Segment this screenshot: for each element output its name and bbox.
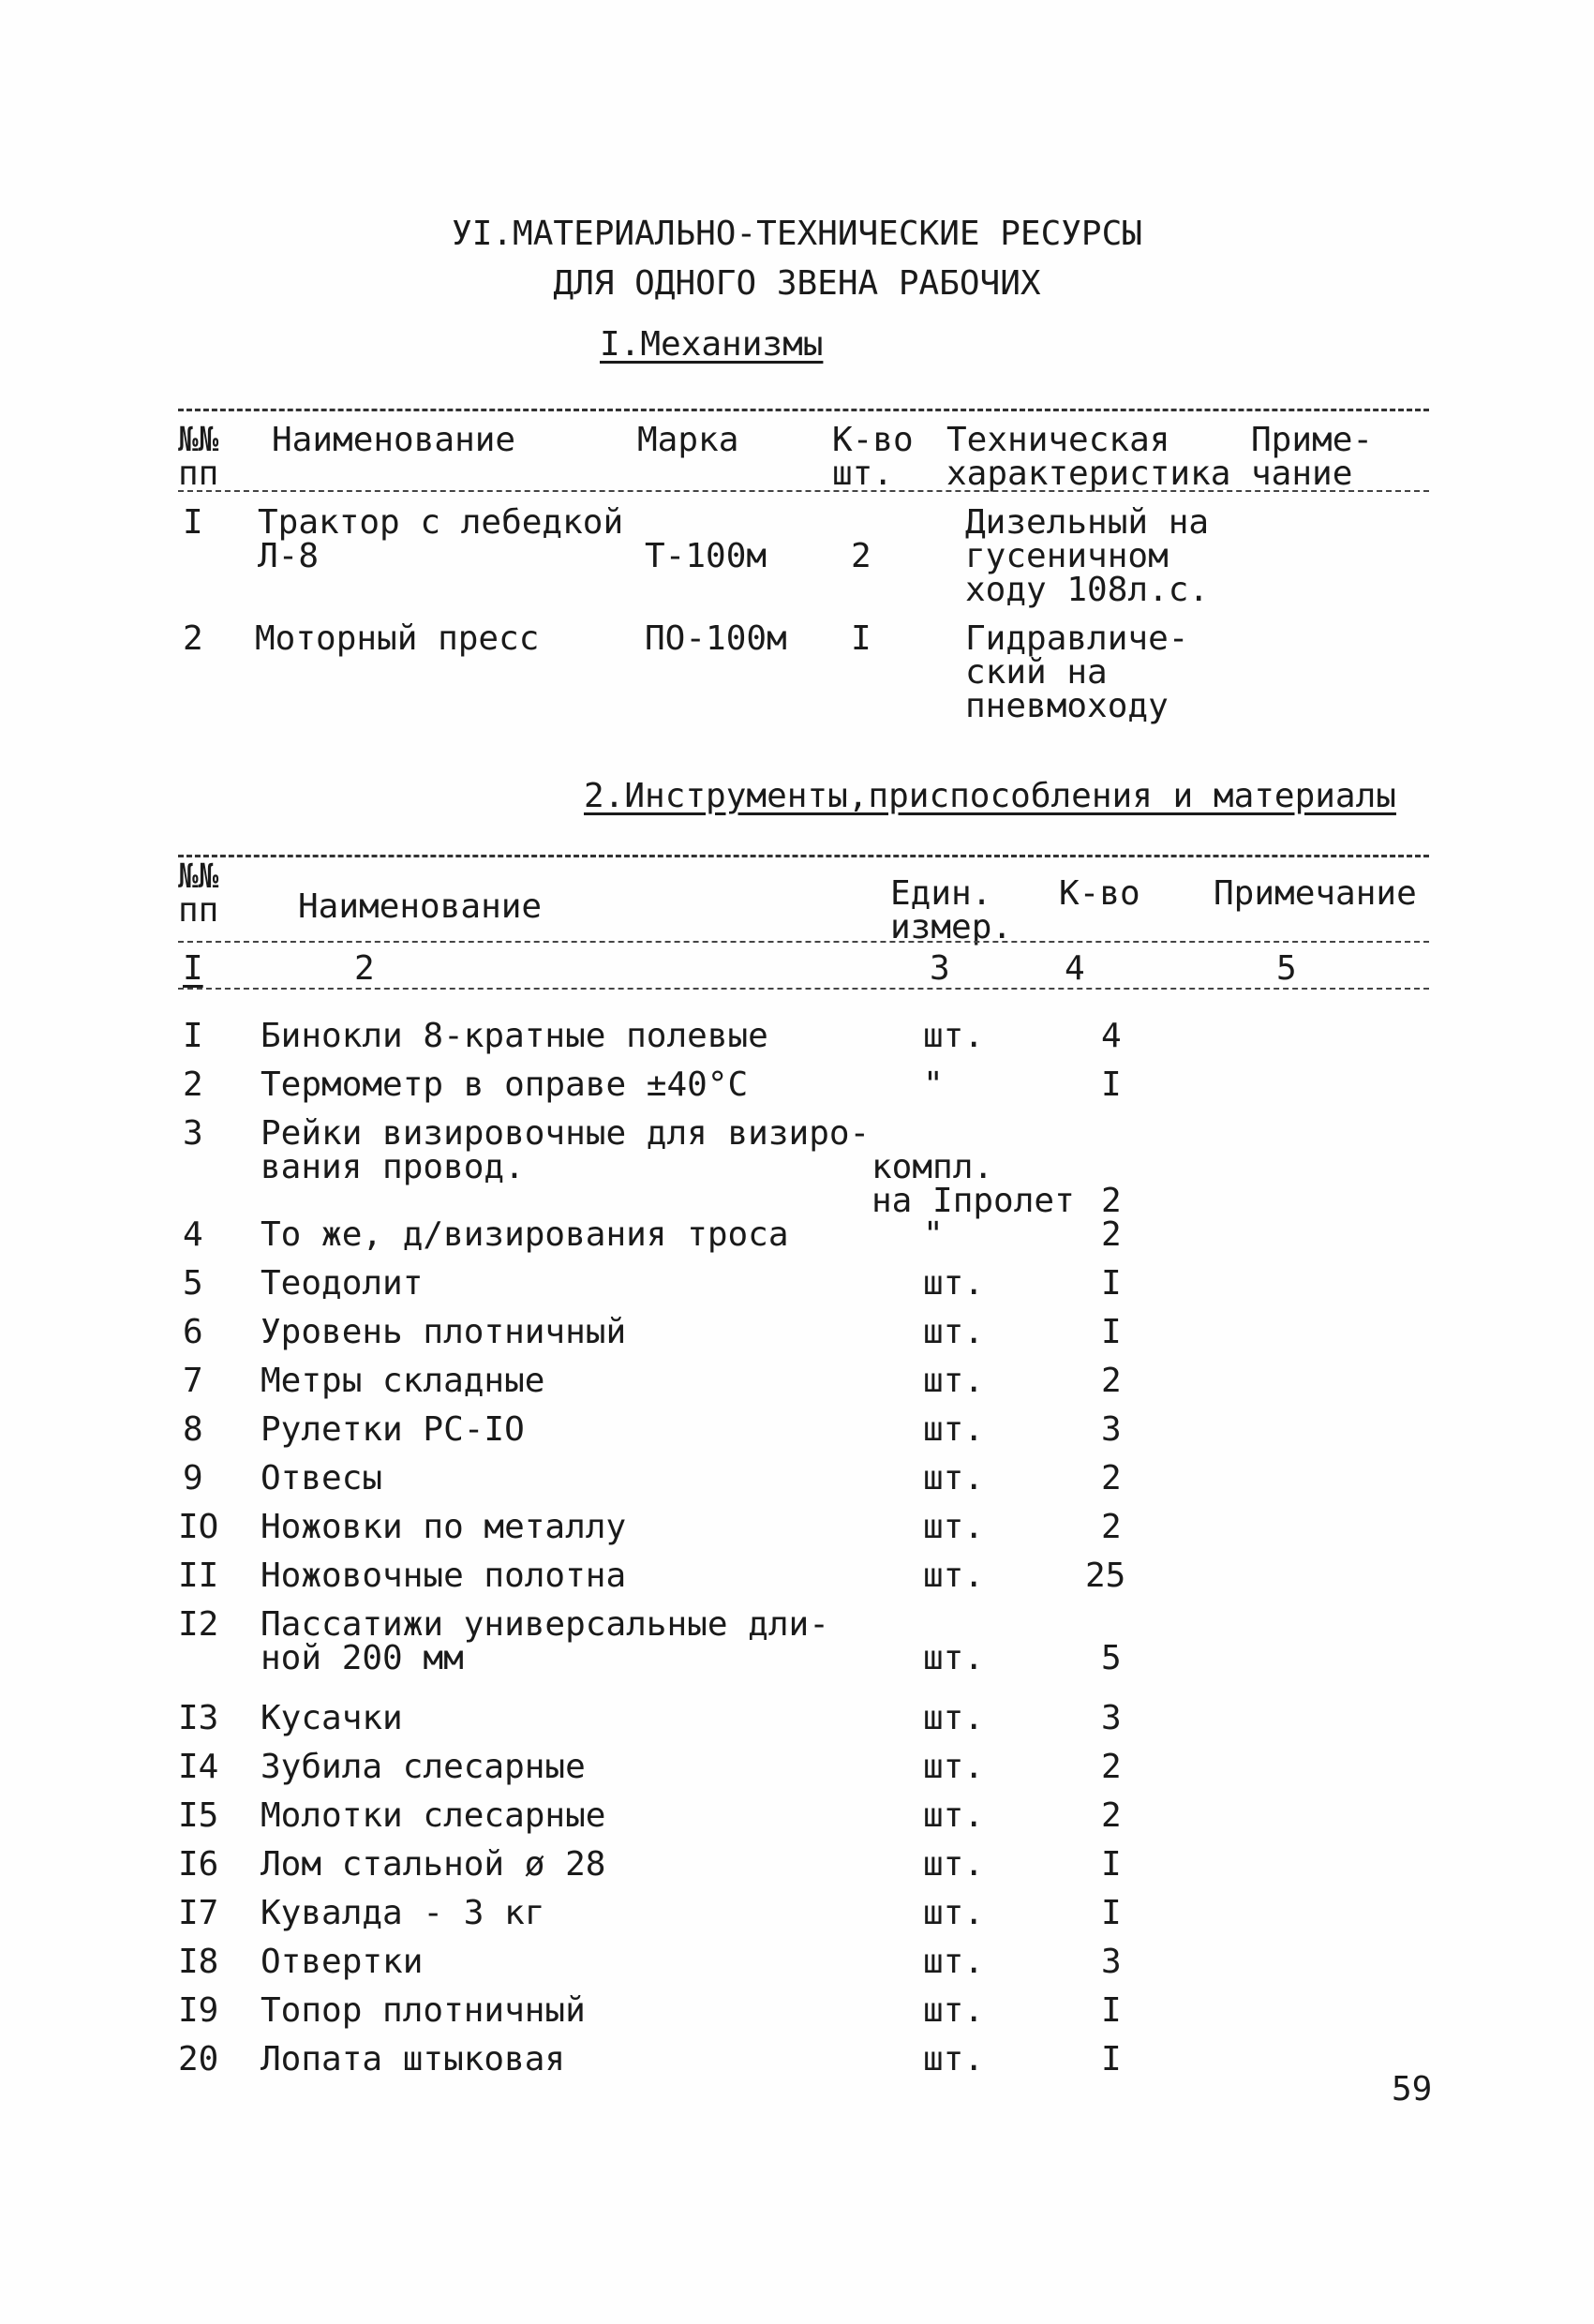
- table2-header-qty: К-во: [1059, 874, 1140, 913]
- table2-cell-unit: шт.: [923, 1017, 985, 1055]
- table2-cell-name: Пассатижи универсальные дли- ной 200 мм: [261, 1605, 829, 1677]
- table2-cell-unit: шт.: [923, 1362, 985, 1400]
- table1-cell-spec: Дизельный на гусеничном ходу 108л.с.: [965, 503, 1210, 609]
- table2-header-rule: [178, 941, 1429, 943]
- table1-cell-brand: Т-100м: [645, 537, 767, 575]
- table1-cell-brand: ПО-100м: [645, 619, 787, 658]
- table2-cell-num: I4: [178, 1748, 219, 1786]
- table1-cell-name: Моторный пресс: [255, 619, 540, 658]
- table2-cell-name: Кусачки: [261, 1699, 403, 1737]
- section2-title: [584, 777, 1396, 815]
- table2-cell-unit: компл. на Iпролет: [871, 1148, 1075, 1220]
- table2-header-num: №№ пп: [178, 857, 219, 930]
- table2-cell-qty: 2: [1101, 1362, 1122, 1400]
- table2-cell-name: Уровень плотничный: [261, 1313, 627, 1351]
- table2-cell-qty: 2: [1101, 1748, 1122, 1786]
- table2-cell-name: Лопата штыковая: [261, 2040, 566, 2078]
- table2-cell-qty: I: [1101, 1894, 1122, 1932]
- table2-cell-unit: шт.: [923, 1264, 985, 1303]
- table2-cell-unit: ": [923, 1065, 944, 1104]
- table2-cell-qty: I: [1101, 1264, 1122, 1303]
- table2-cell-num: I9: [178, 1991, 219, 2030]
- table2-cell-unit: ": [923, 1215, 944, 1254]
- table2-cell-unit: шт.: [923, 1845, 985, 1884]
- table2-cell-num: I6: [178, 1845, 219, 1884]
- table2-cell-num: 4: [183, 1215, 203, 1254]
- table2-cell-qty: 4: [1101, 1017, 1122, 1055]
- table2-colnum-rule: [178, 988, 1429, 990]
- table2-cell-unit: шт.: [923, 1894, 985, 1932]
- section2-title-text: 2.Инструменты,приспособления и материалы: [584, 777, 1396, 815]
- table2-cell-unit: шт.: [923, 1313, 985, 1351]
- table1-header-note: Приме- чание: [1251, 421, 1374, 493]
- table2-cell-num: IO: [178, 1508, 219, 1546]
- table2-cell-num: I2: [178, 1605, 219, 1644]
- table2-top-rule: [178, 855, 1429, 857]
- table2-cell-num: 9: [183, 1459, 203, 1497]
- table2-cell-num: 5: [183, 1264, 203, 1303]
- table2-cell-name: Бинокли 8-кратные полевые: [261, 1017, 768, 1055]
- table2-cell-name: Топор плотничный: [261, 1991, 586, 2030]
- table2-cell-qty: 3: [1101, 1943, 1122, 1981]
- section1-title: I.Механизмы: [600, 325, 824, 364]
- table2-header-note: Примечание: [1214, 874, 1417, 913]
- table2-cell-name: Ножовочные полотна: [261, 1557, 627, 1595]
- page-subtitle: ДЛЯ ОДНОГО ЗВЕНА РАБОЧИХ: [553, 264, 1041, 303]
- table2-cell-unit: шт.: [923, 1943, 985, 1981]
- table2-cell-unit: шт.: [923, 1699, 985, 1737]
- table2-cell-qty: 5: [1101, 1639, 1122, 1677]
- table2-cell-unit: шт.: [923, 1639, 985, 1677]
- table2-cell-num: 20: [178, 2040, 219, 2078]
- table1-cell-spec: Гидравличе- ский на пневмоходу: [965, 619, 1189, 725]
- table1-cell-num: I: [183, 503, 203, 542]
- table2-cell-qty: I: [1101, 1845, 1122, 1884]
- table2-cell-name: Ножовки по металлу: [261, 1508, 627, 1546]
- table2-cell-qty: 2: [1101, 1459, 1122, 1497]
- table2-cell-num: I7: [178, 1894, 219, 1932]
- table2-cell-name: Зубила слесарные: [261, 1748, 586, 1786]
- table2-cell-unit: шт.: [923, 1459, 985, 1497]
- table2-cell-num: 6: [183, 1313, 203, 1351]
- table2-cell-qty: I: [1101, 2040, 1122, 2078]
- table2-cell-name: Теодолит: [261, 1264, 424, 1303]
- table2-cell-unit: шт.: [923, 2040, 985, 2078]
- table2-cell-qty: 2: [1101, 1182, 1122, 1220]
- table2-cell-name: Отвесы: [261, 1459, 383, 1497]
- table2-cell-num: II: [178, 1557, 219, 1595]
- table2-cell-qty: 25: [1085, 1557, 1126, 1595]
- table2-cell-unit: шт.: [923, 1557, 985, 1595]
- table2-cell-qty: 3: [1101, 1410, 1122, 1449]
- colnum-5: 5: [1276, 949, 1297, 988]
- colnum-1: I: [183, 949, 203, 988]
- table2-cell-unit: шт.: [923, 1796, 985, 1835]
- colnum-3: 3: [930, 949, 950, 988]
- table2-cell-name: Молотки слесарные: [261, 1796, 606, 1835]
- colnum-4: 4: [1065, 949, 1085, 988]
- table2-cell-qty: 3: [1101, 1699, 1122, 1737]
- table2-cell-name: То же, д/визирования троса: [261, 1215, 789, 1254]
- table1-header-qty: К-во шт.: [832, 421, 914, 493]
- page-title: УI.МАТЕРИАЛЬНО-ТЕХНИЧЕСКИЕ РЕСУРСЫ: [452, 215, 1142, 253]
- table2-cell-num: 8: [183, 1410, 203, 1449]
- table1-cell-num: 2: [183, 619, 203, 658]
- table2-cell-unit: шт.: [923, 1410, 985, 1449]
- table2-header-name: Наименование: [298, 887, 543, 926]
- table2-cell-qty: 2: [1101, 1215, 1122, 1254]
- table1-header-brand: Марка: [637, 421, 739, 459]
- colnum-2: 2: [354, 949, 375, 988]
- table2-cell-num: I: [183, 1017, 203, 1055]
- table2-cell-num: I8: [178, 1943, 219, 1981]
- table2-cell-qty: I: [1101, 1991, 1122, 2030]
- table2-cell-name: Кувалда - 3 кг: [261, 1894, 545, 1932]
- table1-top-rule: [178, 409, 1429, 411]
- table1-header-rule: [178, 490, 1429, 492]
- table2-cell-num: I3: [178, 1699, 219, 1737]
- table2-cell-num: 2: [183, 1065, 203, 1104]
- table2-cell-qty: I: [1101, 1065, 1122, 1104]
- table1-cell-qty: 2: [851, 537, 871, 575]
- page-number: 59: [1392, 2070, 1433, 2108]
- table2-cell-name: Отвертки: [261, 1943, 424, 1981]
- table2-cell-qty: I: [1101, 1313, 1122, 1351]
- table2-cell-qty: 2: [1101, 1796, 1122, 1835]
- table1-cell-qty: I: [851, 619, 871, 658]
- table2-cell-unit: шт.: [923, 1991, 985, 2030]
- table2-cell-name: Термометр в оправе ±40°С: [261, 1065, 749, 1104]
- table1-header-num: №№ пп: [178, 421, 219, 493]
- table2-cell-unit: шт.: [923, 1748, 985, 1786]
- table2-cell-num: 7: [183, 1362, 203, 1400]
- table2-cell-num: I5: [178, 1796, 219, 1835]
- table2-cell-name: Метры складные: [261, 1362, 545, 1400]
- table1-cell-name: Трактор с лебедкой Л-8: [258, 503, 624, 575]
- table2-cell-qty: 2: [1101, 1508, 1122, 1546]
- table2-cell-num: 3: [183, 1114, 203, 1153]
- table2-cell-name: Лом стальной ø 28: [261, 1845, 606, 1884]
- table1-header-spec: Техническая характеристика: [946, 421, 1231, 493]
- table2-cell-unit: шт.: [923, 1508, 985, 1546]
- table1-header-name: Наименование: [272, 421, 516, 459]
- table2-header-unit: Един. измер.: [890, 874, 1013, 946]
- table2-cell-name: Рейки визировочные для визиро- вания провод.: [261, 1114, 871, 1186]
- table2-cell-name: Рулетки РС-IO: [261, 1410, 525, 1449]
